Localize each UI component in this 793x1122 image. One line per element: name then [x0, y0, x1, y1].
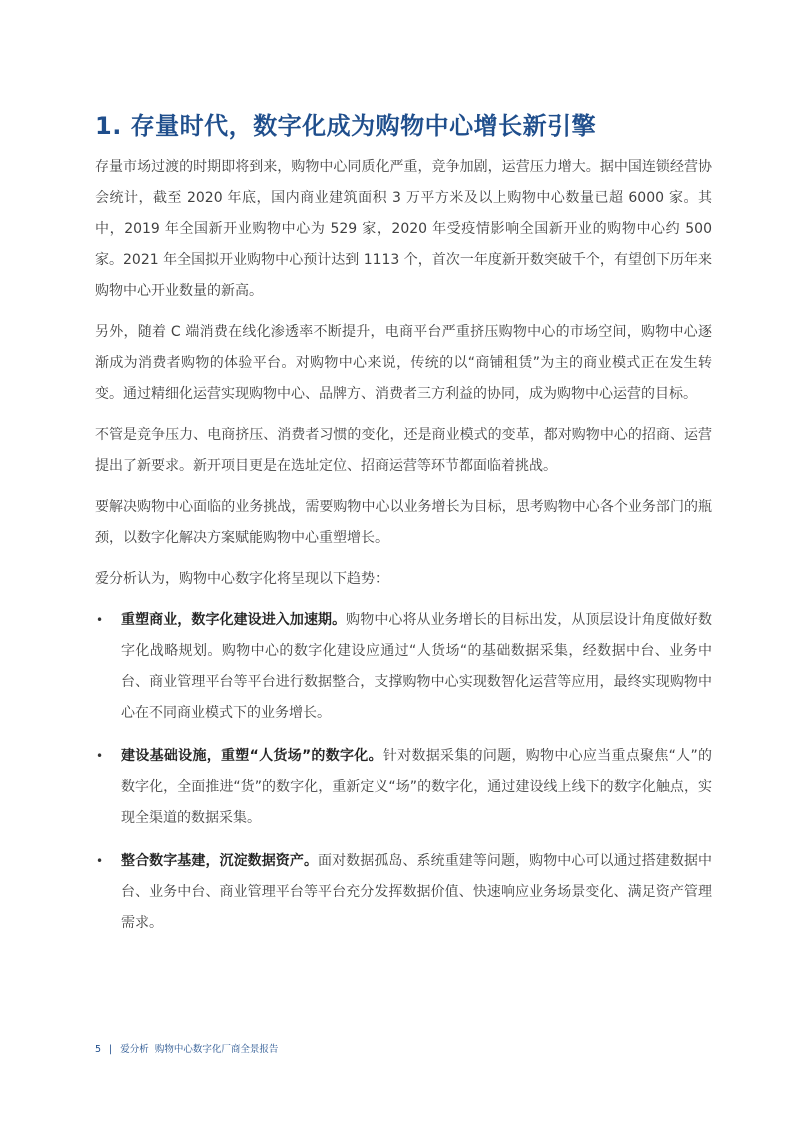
- bullet-text: 针对数据采集的问题，购物中心应当重点聚焦“人”的数字化，全面推进“货”的数字化，重新定义“场”的数字化，通过建设线上线下的数字化触点，实现全渠道的数据采集。: [121, 748, 712, 826]
- bullet-icon: •: [96, 613, 104, 627]
- bullet-bold-lead: 建设基础设施，重塑“人货场”的数字化。: [121, 748, 383, 764]
- bullet-bold-lead: 重塑商业，数字化建设进入加速期。: [121, 612, 347, 628]
- paragraph-3: 不管是竞争压力、电商挤压、消费者习惯的变化，还是商业模式的变革，都对购物中心的招商、运营提出了新要求。新开项目更是在选址定位、招商运营等环节都面临着挑战。: [95, 427, 712, 474]
- page-footer: [95, 1041, 278, 1055]
- paragraph-2: 另外，随着 C 端消费在线化渗透率不断提升，电商平台严重挤压购物中心的市场空间，购物中心逐渐成为消费者购物的体验平台。对购物中心来说，传统的以“商铺租赁”为主的商业模式正在发生转变。通过精细化运营实现购物中心、品牌方、消费者三方利益的协同，成为购物中心运营的目标。: [95, 324, 712, 402]
- list-item: [95, 605, 712, 729]
- section-heading: 1. 存量时代，数字化成为购物中心增长新引擎: [95, 112, 597, 140]
- body-text: [95, 152, 712, 951]
- page-number: 5: [95, 1044, 102, 1055]
- list-item: [95, 741, 712, 834]
- paragraph-1: 存量市场过渡的时期即将到来，购物中心同质化严重，竞争加剧，运营压力增大。据中国连锁经营协会统计，截至 2020 年底，国内商业建筑面积 3 万平方米及以上购物中心数量已超 6000 家。其中，2019 年全国新开业购物中心为 529 家，2020 年受疫情影响全国新开业的购物中心约 500 家。2021 年全国拟开业购物中心预计达到 1113 个，首次一年度新开数突破千个，有望创下历年来购物中心开业数量的新高。: [95, 159, 712, 299]
- bullet-bold-lead: 整合数字基建，沉淀数据资产。: [121, 853, 319, 869]
- bullet-icon: •: [96, 749, 104, 763]
- list-item: [95, 846, 712, 939]
- trend-list: [95, 605, 712, 939]
- footer-report-title: 购物中心数字化厂商全景报告: [154, 1044, 279, 1055]
- bullet-text: 购物中心将从业务增长的目标出发，从顶层设计角度做好数字化战略规划。购物中心的数字化建设应通过“人货场“的基础数据采集，经数据中台、业务中台、商业管理平台等平台进行数据整合，支撑购物中心实现数智化运营等应用，最终实现购物中心在不同商业模式下的业务增长。: [121, 612, 712, 721]
- bullet-text: 面对数据孤岛、系统重建等问题，购物中心可以通过搭建数据中台、业务中台、商业管理平台等平台充分发挥数据价值、快速响应业务场景变化、满足资产管理需求。: [121, 853, 713, 931]
- paragraph-5: 爱分析认为，购物中心数字化将呈现以下趋势：: [95, 571, 389, 587]
- bullet-icon: •: [96, 854, 104, 868]
- paragraph-4: 要解决购物中心面临的业务挑战，需要购物中心以业务增长为目标，思考购物中心各个业务部门的瓶颈，以数字化解决方案赋能购物中心重塑增长。: [95, 499, 712, 546]
- footer-publisher: 爱分析: [120, 1044, 149, 1055]
- footer-separator: |: [109, 1044, 113, 1055]
